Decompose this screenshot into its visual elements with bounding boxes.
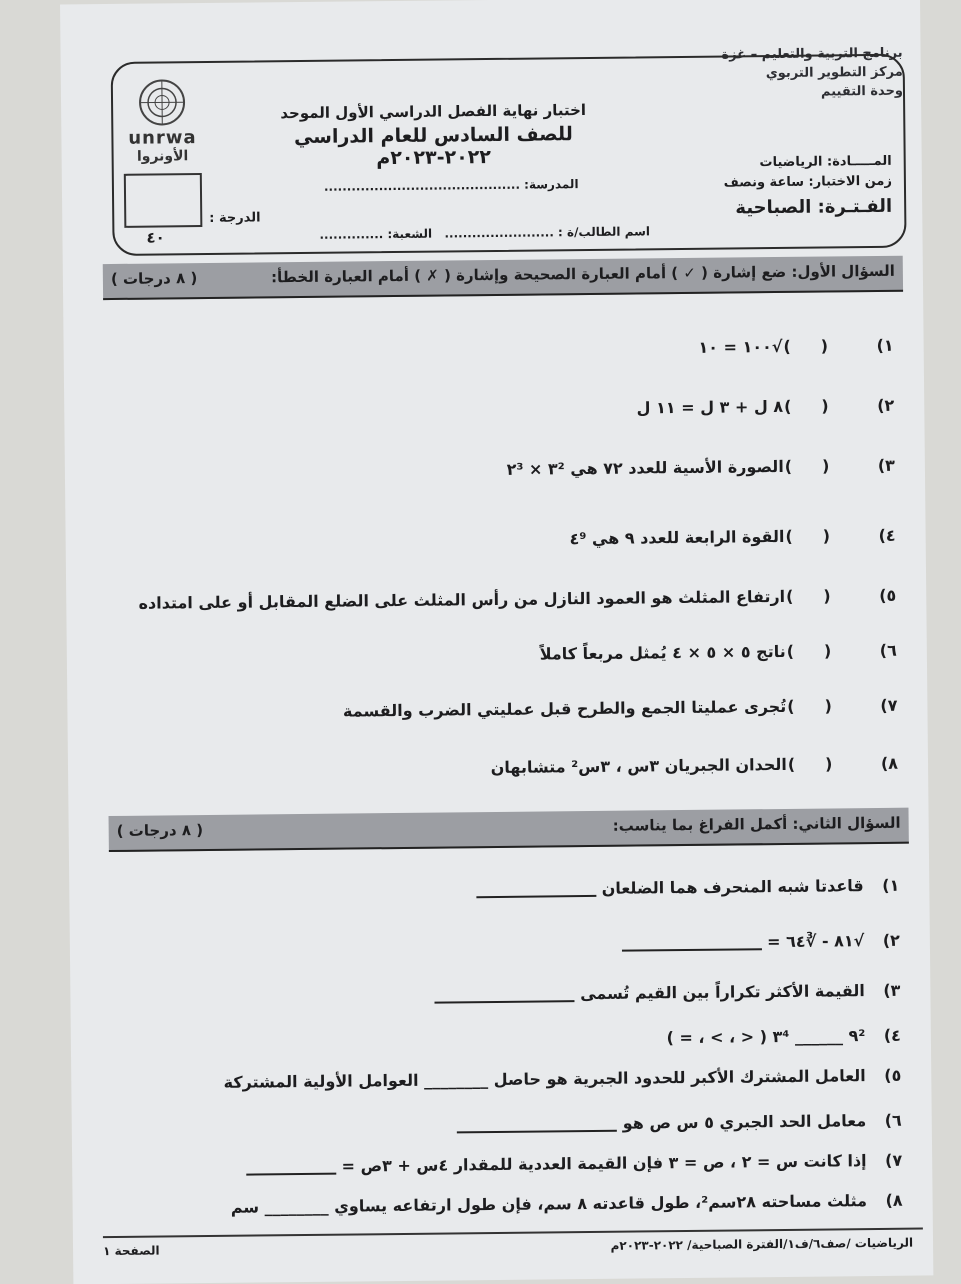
q2-item-number: ٤) <box>871 1026 901 1045</box>
q1-item-8 <box>491 754 899 777</box>
logo-text-ar: الأونروا <box>128 148 198 165</box>
q2-item-1 <box>476 876 899 899</box>
q2-item-text: معامل الحد الجبري ٥ س ص هو <box>623 1111 867 1133</box>
answer-box[interactable]: () <box>792 696 862 716</box>
q2-item-number: ٦) <box>872 1111 902 1130</box>
q2-item-number: ٨) <box>872 1191 902 1210</box>
q1-item-number: ٣) <box>865 456 895 475</box>
q2-item-8 <box>231 1191 903 1217</box>
q1-item-number: ٦) <box>867 641 897 660</box>
q2-item-text: القيمة الأكثر تكراراً بين القيم تُسمى <box>580 981 865 1003</box>
center-name: مركز التطوير التربوي <box>722 63 903 84</box>
answer-blank[interactable] <box>476 882 596 897</box>
q1-item-number: ٢) <box>864 396 894 415</box>
q2-item-text: ٩² ______ ٣⁴ ( < ، > ، = ) <box>666 1026 865 1047</box>
un-emblem-icon <box>137 77 188 128</box>
q2-item-text: العامل المشترك الأكبر للحدود الجبرية هو حاصل ________ العوامل الأولية المشتركة <box>223 1066 865 1092</box>
answer-box[interactable]: () <box>791 641 861 661</box>
q1-item-number: ٧) <box>867 696 897 715</box>
answer-box[interactable]: () <box>788 336 858 356</box>
q2-item-number: ٥) <box>871 1066 901 1085</box>
q2-item-number: ٢) <box>870 931 900 950</box>
question-1-title: السؤال الأول: ضع إشارة ( ✓ ) أمام العبارة الصحيحة وإشارة ( ✗ ) أمام العبارة الخطأ: <box>271 262 895 287</box>
q2-item-number: ٧) <box>872 1151 902 1170</box>
q2-item-text: مثلث مساحته ٢٨سم²، طول قاعدته ٨ سم، فإن طول ارتفاعه يساوي ________ سم <box>231 1191 867 1217</box>
q1-item-2 <box>637 396 895 418</box>
program-name: برنامج التربية والتعليم – غزة <box>721 44 902 65</box>
grade-max: ٤٠ <box>146 228 164 246</box>
footer-page-number: الصفحة ١ <box>103 1244 160 1259</box>
q2-item-text: √٨١ - ∛٦٤ = <box>767 931 864 951</box>
question-2-marks: ( ٨ درجات ) <box>117 821 204 840</box>
school-field[interactable]: المدرسة: ........................................... <box>324 177 579 194</box>
q2-item-3 <box>434 981 900 1005</box>
q2-item-7 <box>246 1151 902 1177</box>
unrwa-logo <box>127 77 198 165</box>
q1-item-text: ارتفاع المثلث هو العمود النازل من رأس المثلث على الضلع المقابل أو على امتداده <box>138 587 785 613</box>
exam-title <box>253 101 614 171</box>
answer-box[interactable]: () <box>792 754 862 774</box>
q2-item-4 <box>666 1026 900 1047</box>
answer-blank[interactable] <box>246 1160 336 1175</box>
student-name-field[interactable]: اسم الطالب/ة : ........................ <box>444 224 650 240</box>
exam-title-line2: للصف السادس للعام الدراسي ٢٠٢٢-٢٠٢٣م <box>253 123 613 171</box>
q2-item-text: إذا كانت س = ٢ ، ص = ٣ فإن القيمة العددية للمقدار ٤س + ٣ص = <box>341 1151 866 1175</box>
grade-box <box>124 173 203 228</box>
period-label: الفـتـرة: الصباحية <box>735 196 892 219</box>
grade-label: الدرجة : <box>209 210 260 226</box>
q1-item-7 <box>343 696 898 721</box>
question-2-bar <box>109 808 909 852</box>
question-1-marks: ( ٨ درجات ) <box>111 269 198 288</box>
unit-name: وحدة التقييم <box>722 82 903 103</box>
q1-item-text: الحدان الجبريان ٣س ، ٣س² متشابهان <box>491 755 787 777</box>
q1-item-5 <box>138 586 896 613</box>
answer-blank[interactable] <box>621 936 761 951</box>
q1-item-text: القوة الرابعة للعدد ٩ هي ٤⁹ <box>570 527 785 548</box>
subject-label: المـــــادة: الرياضيات <box>759 154 891 170</box>
q1-item-4 <box>570 526 896 548</box>
q1-item-text: ناتج ٥ × ٥ × ٤ يُمثل مربعاً كاملاً <box>540 642 786 664</box>
q1-item-1 <box>698 336 893 357</box>
q1-item-text: الصورة الأسية للعدد ٧٢ هي ٣² × ٢³ <box>507 457 784 479</box>
q1-item-text: ٨ ل + ٣ ل = ١١ ل <box>637 397 784 418</box>
q1-item-text: √١٠٠ = ١٠ <box>698 337 782 357</box>
logo-text-en: unrwa <box>127 127 197 149</box>
q2-item-number: ١) <box>869 876 899 895</box>
q1-item-3 <box>507 456 895 479</box>
q1-item-number: ١) <box>864 336 894 355</box>
answer-box[interactable]: () <box>789 396 859 416</box>
q1-item-number: ٤) <box>866 526 896 545</box>
q2-item-6 <box>457 1111 902 1135</box>
q2-item-5 <box>223 1066 901 1092</box>
answer-box[interactable]: () <box>789 456 859 476</box>
answer-box[interactable]: () <box>791 586 861 606</box>
q2-item-number: ٣) <box>870 981 900 1000</box>
footer-info: الرياضيات /صف٦/ف١/الفترة الصباحية/ ٢٠٢٢-٢٠٢٣م <box>611 1236 914 1253</box>
exam-title-line1: اختبار نهاية الفصل الدراسي الأول الموحد <box>253 101 613 123</box>
answer-blank[interactable] <box>457 1117 617 1133</box>
q2-item-2 <box>621 931 900 953</box>
q2-item-text: قاعدتا شبه المنحرف هما الضلعان <box>602 876 864 898</box>
q1-item-number: ٥) <box>866 586 896 605</box>
answer-blank[interactable] <box>435 988 575 1003</box>
q1-item-6 <box>540 641 897 664</box>
q1-item-text: تُجرى عمليتا الجمع والطرح قبل عمليتي الضرب والقسمة <box>343 697 786 721</box>
section-field[interactable]: الشعبة: .............. <box>319 227 432 242</box>
exam-sheet <box>60 0 933 1284</box>
q1-item-number: ٨) <box>868 754 898 773</box>
question-2-title: السؤال الثاني: أكمل الفراغ بما يناسب: <box>613 814 901 835</box>
answer-box[interactable]: () <box>790 526 860 546</box>
duration-label: زمن الاختبار: ساعة ونصف <box>724 174 892 191</box>
header-box <box>111 54 907 256</box>
question-1-bar <box>103 256 903 300</box>
